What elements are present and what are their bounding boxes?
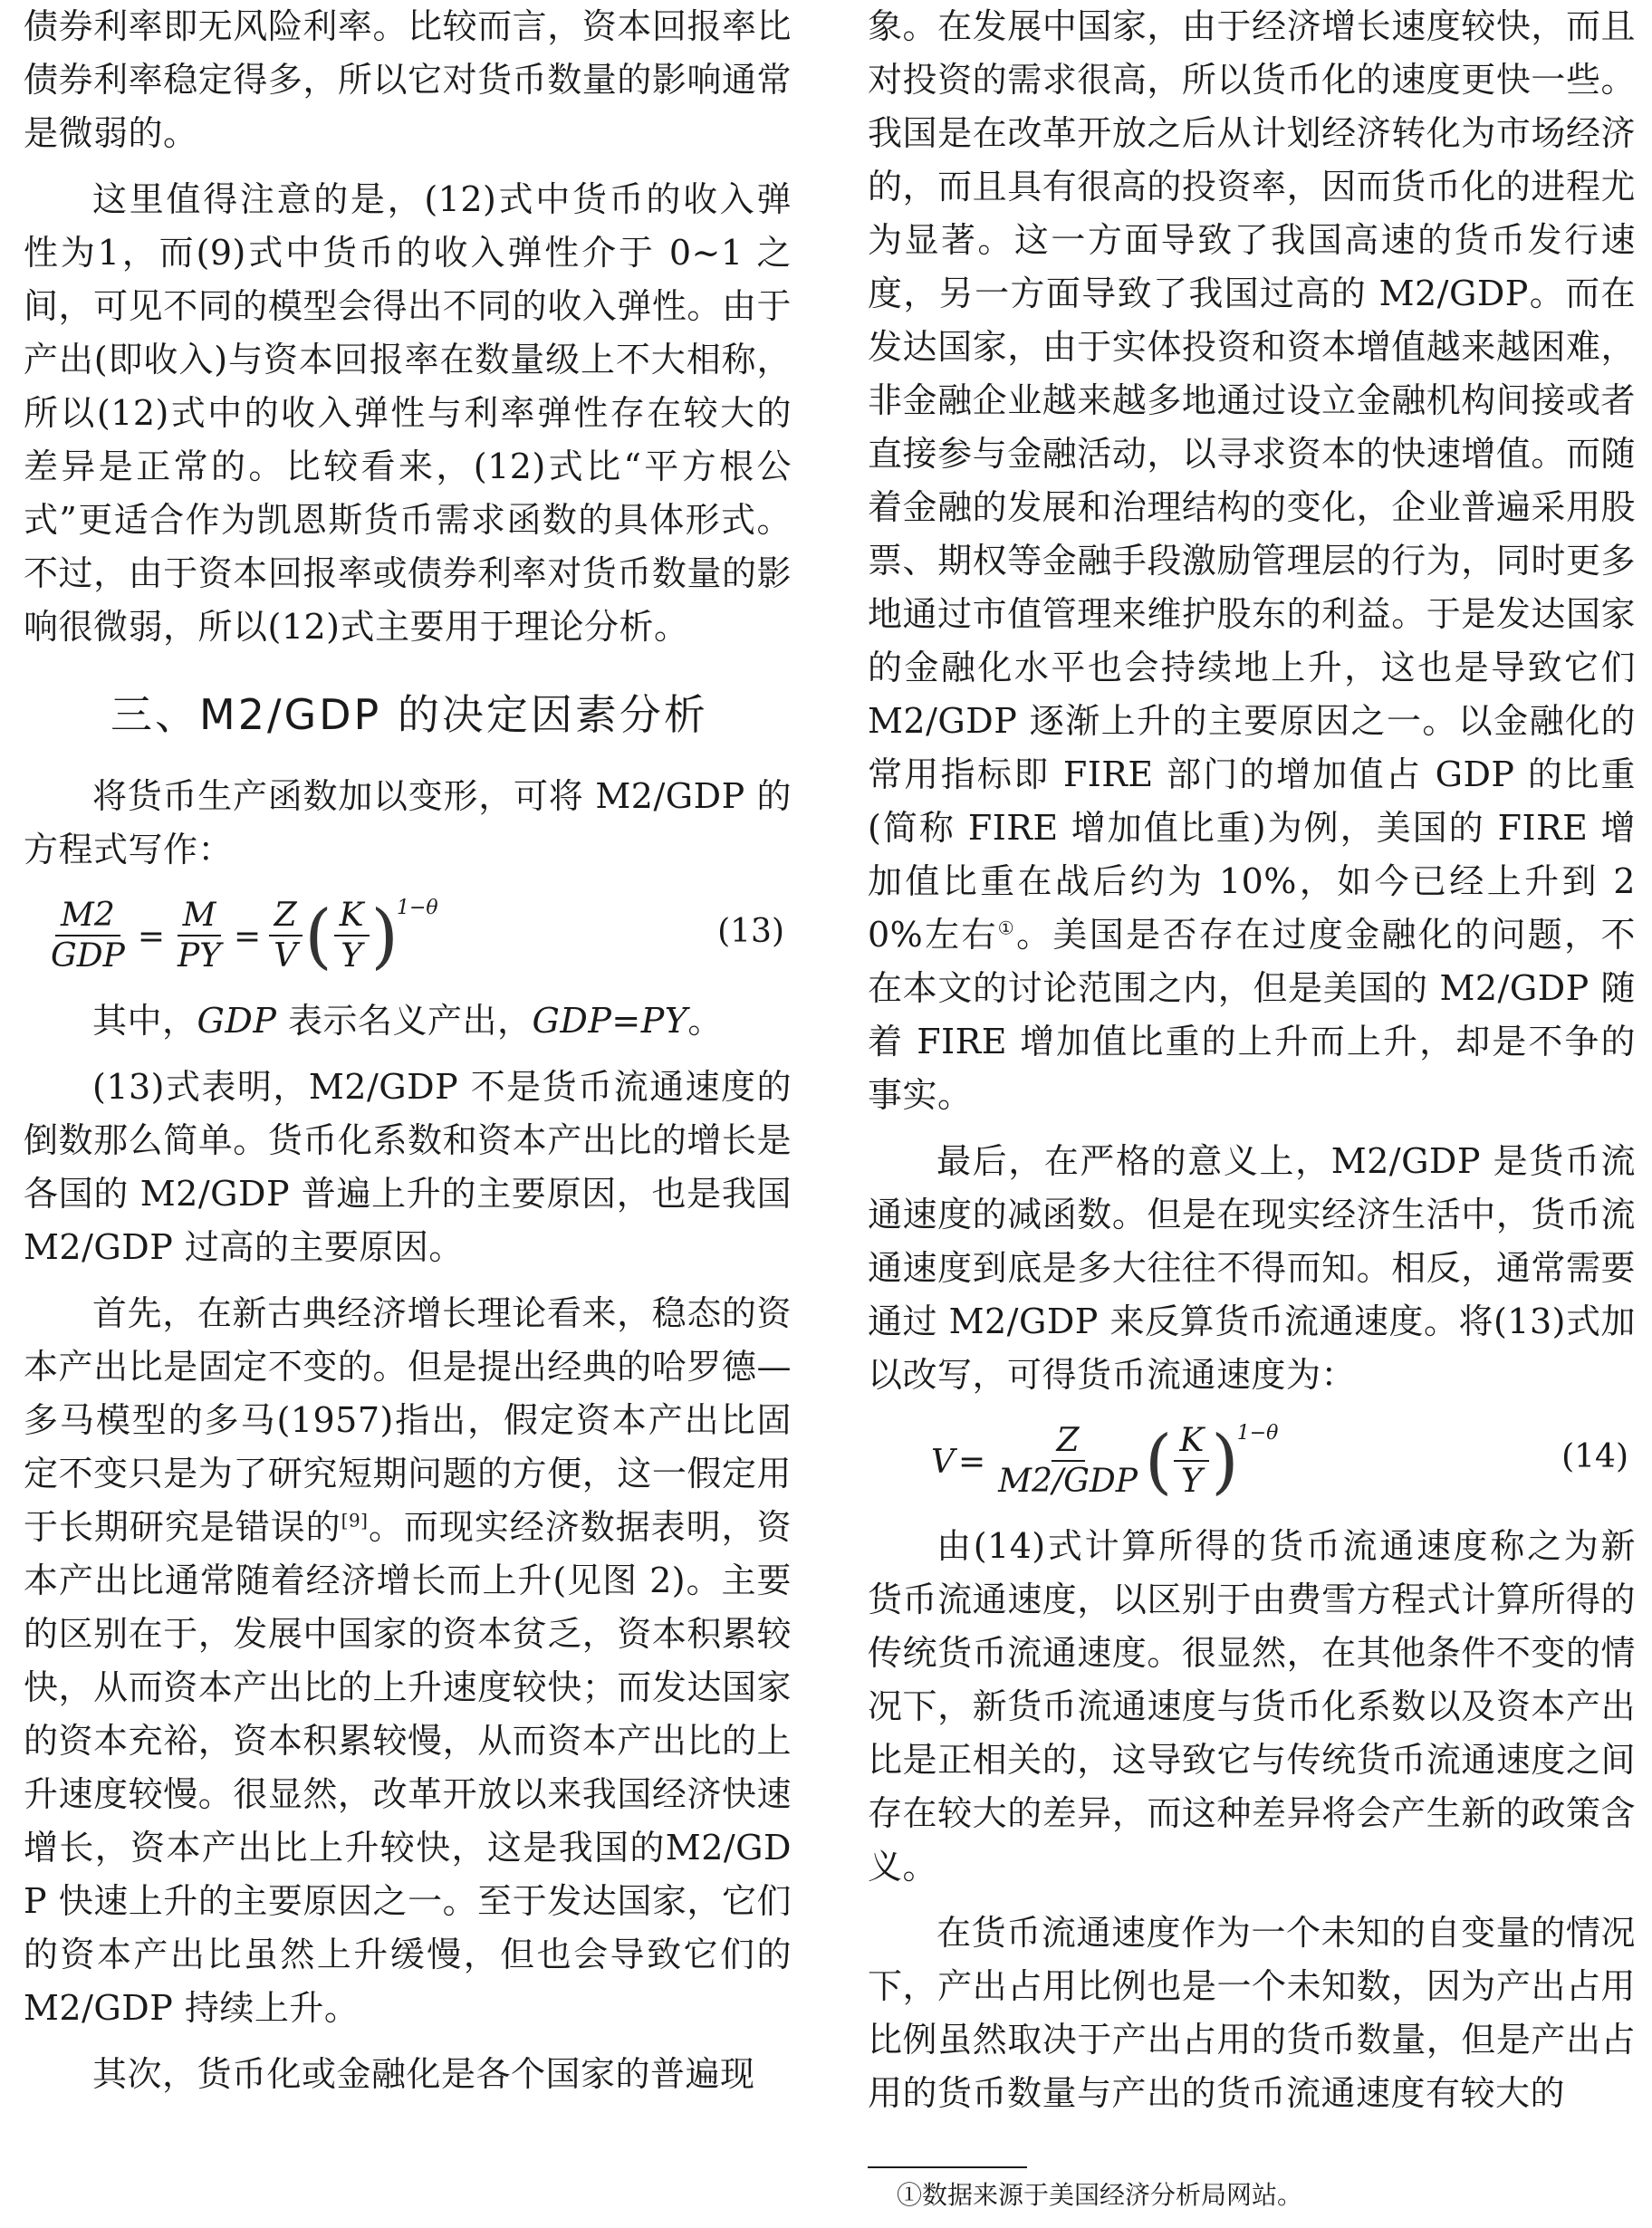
numerator: Z	[1052, 1422, 1085, 1462]
left-paren: (	[304, 896, 332, 977]
denominator: Y	[341, 937, 362, 975]
denominator: V	[274, 937, 298, 975]
equation-13	[24, 882, 792, 991]
text: 其中，	[92, 1001, 197, 1041]
paragraph: 将货币生产函数加以变形，可将 M2/GDP 的方程式写作：	[24, 776, 792, 869]
text: 象。在发展中国家，由于经济增长速度较快，而且对投资的需求很高，所以货币化的速度更快一些。我国是在改革开放之后从计划经济转化为市场经济的，而且具有很高的投资率，因而货币化的进程尤为显著。这一方面导致了我国高速的货币发行速度，另一方面导致了我国过高的 M2/GDP。而在发达国家，由于实体投资和资本增值越来越困难，非金融企业越来越多地通过设立金融机构间接或者直接参与金融活动，以寻求资本的快速增值。而随着金融的发展和治理结构的变化，企业普遍采用股票、期权等金融手段激励管理层的行为，同时更多地通过市值管理来维护股东的利益。于是发达国家的金融化水平也会持续地上升，这也是导致它们 M2/GDP 逐渐上升的主要原因之一。以金融化的常用指标即 FIRE 部门的增加值占 GDP 的比重(简称 FIRE 增加值比重)为例，美国的 FIRE 增加值比重在战后约为 10%，如今已经上升到 20%左右	[868, 6, 1636, 955]
text: 。美国是否存在过度金融化的问题，不在本文的讨论范围之内，但是美国的 M2/GDP 随着 FIRE 增加值比重的上升而上升，却是不争的事实。	[868, 915, 1636, 1115]
denominator: M2/GDP	[998, 1463, 1138, 1500]
paragraph: 最后，在严格的意义上，M2/GDP 是货币流通速度的减函数。但是在现实经济生活中，货币流通速度到底是多大往往不得而知。相反，通常需要通过 M2/GDP 来反算货币流通速度。将(13)式加以改写，可得货币流通速度为：	[868, 1141, 1636, 1395]
paragraph	[24, 1287, 792, 2035]
paragraph: (13)式表明，M2/GDP 不是货币流通速度的倒数那么简单。货币化系数和资本产出比的增长是各国的 M2/GDP 普遍上升的主要原因，也是我国 M2/GDP 过高的主要原因。	[24, 1067, 792, 1267]
equation-number: (13)	[717, 913, 784, 950]
left-paren: (	[1144, 1421, 1173, 1503]
citation-ref: [9]	[341, 1509, 369, 1532]
denominator: Y	[1180, 1463, 1203, 1500]
paragraph: 这里值得注意的是，(12)式中货币的收入弹性为1，而(9)式中货币的收入弹性介于 0~1 之间，可见不同的模型会得出不同的收入弹性。由于产出(即收入)与资本回报率在数量级上不大相称，所以(12)式中的收入弹性与利率弹性存在较大的差异是正常的。比较看来，(12)式比“平方根公式”更适合作为凯恩斯货币需求函数的具体形式。不过，由于资本回报率或债券利率对货币数量的影响很微弱，所以(12)式主要用于理论分析。	[24, 179, 792, 647]
equals-sign: =	[958, 1443, 986, 1481]
text: 。	[687, 1001, 723, 1041]
denominator: PY	[178, 937, 222, 975]
numerator: K	[334, 897, 370, 936]
paragraph	[24, 994, 792, 1048]
fraction	[993, 1422, 1143, 1502]
exponent: 1−θ	[396, 897, 438, 919]
text: GDP	[197, 1001, 277, 1041]
numerator: M2	[55, 897, 120, 936]
paragraph: 债券利率即无风险利率。比较而言，资本回报率比债券利率稳定得多，所以它对货币数量的影响通常是微弱的。	[24, 6, 792, 153]
fraction	[45, 897, 130, 976]
right-paren: )	[1211, 1421, 1239, 1503]
fraction	[1174, 1422, 1209, 1502]
text: 。而现实经济数据表明，资本产出比通常随着经济增长而上升(见图 2)。主要的区别在于，发展中国家的资本贫乏，资本积累较快，从而资本产出比的上升速度较快；而发达国家的资本充裕，资本积累较慢，从而资本产出比的上升速度较慢。很显然，改革开放以来我国经济快速增长，资本产出比上升较快，这是我国的M2/GDP 快速上升的主要原因之一。至于发达国家，它们的资本产出比虽然上升缓慢，但也会导致它们的 M2/GDP 持续上升。	[24, 1507, 792, 2028]
numerator: K	[1174, 1422, 1209, 1462]
denominator: GDP	[51, 937, 125, 975]
left-column	[24, 0, 792, 2101]
fraction	[334, 897, 370, 976]
text: 表示名义产出，	[276, 1001, 533, 1041]
right-paren: )	[370, 896, 399, 977]
paragraph: 由(14)式计算所得的货币流通速度称之为新货币流通速度，以区别于由费雪方程式计算所得的传统货币流通速度。很显然，在其他条件不变的情况下，新货币流通速度与货币化系数以及资本产出比是正相关的，这导致它与传统货币流通速度之间存在较大的差异，而这种差异将会产生新的政策含义。	[868, 1526, 1636, 1887]
footnote: ①数据来源于美国经济分析局网站。	[897, 2180, 1303, 2210]
equals-sign: =	[137, 917, 166, 956]
text: 首先，在新古典经济增长理论看来，稳态的资本产出比是固定不变的。但是提出经典的哈罗德—多马模型的多马(1957)指出，假定资本产出比固定不变只是为了研究短期问题的方便，这一假定用于长期研究是错误的	[24, 1293, 792, 1547]
paragraph: 在货币流通速度作为一个未知的自变量的情况下，产出占用比例也是一个未知数，因为产出占用比例虽然取决于产出占用的货币数量，但是产出占用的货币数量与产出的货币流通速度有较大的	[868, 1913, 1636, 2113]
footnote-divider	[868, 2166, 1027, 2168]
text: GDP=PY	[532, 1001, 688, 1041]
fraction	[268, 897, 303, 976]
numerator: M	[178, 897, 222, 936]
equation-number: (14)	[1561, 1438, 1628, 1475]
fraction	[172, 897, 226, 976]
right-column	[868, 0, 1636, 2120]
paragraph	[868, 0, 1636, 1122]
paragraph: 其次，货币化或金融化是各个国家的普遍现	[92, 2054, 755, 2094]
footnote-ref: ①	[997, 917, 1017, 939]
equals-sign: =	[234, 917, 262, 956]
lhs-variable: V	[931, 1443, 955, 1481]
section-heading: 三、M2/GDP 的决定因素分析	[110, 690, 708, 739]
numerator: Z	[269, 897, 303, 936]
exponent: 1−θ	[1236, 1422, 1279, 1445]
equation-14	[868, 1407, 1636, 1516]
